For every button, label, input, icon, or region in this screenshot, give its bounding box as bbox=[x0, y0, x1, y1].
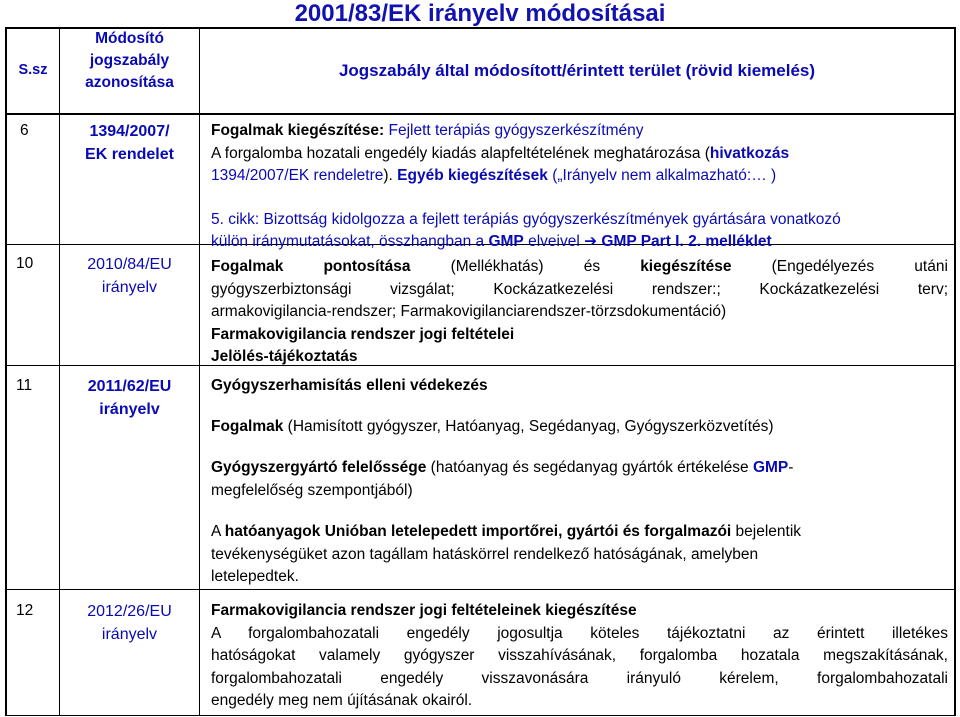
row-11-concepts-line bbox=[211, 416, 948, 439]
page-title: 2001/83/EK irányelv módosításai bbox=[294, 0, 666, 27]
row-10-line-1 bbox=[211, 256, 948, 279]
row-10-addition: kiegészítése bbox=[640, 258, 732, 275]
row-6-content bbox=[211, 120, 948, 254]
row-11-number: 11 bbox=[16, 377, 33, 394]
row-12-line-2: hatóságokat valamely gyógyszer visszahívásának, forgalomba hozatala megszakításának, bbox=[211, 647, 948, 664]
row-12-legal-id-line1: 2012/26/EU bbox=[87, 603, 172, 620]
row-6-legal-id-line2: EK rendelet bbox=[85, 146, 174, 163]
header-affected-area: Jogszabály által módosított/érintett terület (rövid kiemelés) bbox=[338, 61, 816, 80]
row-10-post: utáni bbox=[914, 258, 948, 275]
row-11-manufacturer-label: Gyógyszergyártó felelőssége bbox=[211, 459, 427, 476]
header-serial-number: S.sz bbox=[18, 62, 48, 78]
row-10-pharmacovigilance-heading: Farmakovigilancia rendszer jogi feltételei bbox=[211, 325, 515, 343]
row-11-gmp-dash: - bbox=[788, 459, 794, 476]
row-6-line-2-text: A forgalomba hozatali engedély kiadás alapfeltételének meghatározása ( bbox=[211, 144, 710, 162]
row-10-line-3: armakovigilancia-rendszer; Farmakovigilanciarendszer-törzsdokumentáció) bbox=[211, 303, 727, 320]
row-11-content bbox=[211, 375, 948, 589]
row-10-adverse-reaction: (Mellékhatás) bbox=[450, 258, 544, 275]
row-6-number: 6 bbox=[20, 122, 29, 139]
row-11-importers-line-2: tevékenységüket azon tagállam hatáskörrel rendelkező hatóságának, amelyben bbox=[211, 545, 759, 563]
row-11-importers-c: bejelentik bbox=[731, 523, 802, 540]
row-6-legal-id bbox=[60, 120, 199, 166]
row-12-line-4: engedély meg nem újításának okairól. bbox=[211, 692, 473, 709]
header-legal-id bbox=[60, 28, 199, 94]
row-6-article-5-text: külön iránymutatásokat, összhangban a bbox=[211, 233, 489, 250]
row-12-legal-id-line2: irányelv bbox=[101, 626, 158, 643]
column-divider-2 bbox=[199, 27, 200, 716]
row-6-reference-regulation: 1394/2007/EK rendeletre bbox=[211, 167, 384, 184]
header-legal-id-line3: azonosítása bbox=[85, 74, 174, 91]
row-10-line-2: gyógyszerbiztonsági vizsgálat; Kockázatkezelési rendszer:; Kockázatkezelési terv; bbox=[211, 280, 948, 298]
row-12-number: 12 bbox=[16, 602, 34, 619]
row-11-importers-line-1 bbox=[211, 521, 948, 544]
table-border-bottom bbox=[5, 715, 956, 716]
row-6-article-5-line-2 bbox=[211, 231, 948, 254]
header-legal-id-line1: Módosító bbox=[95, 30, 164, 47]
header-legal-id-line2: jogszabály bbox=[89, 52, 170, 69]
row-6-gmp-label: GMP bbox=[488, 233, 524, 250]
row-10-legal-id-line1: 2010/84/EU bbox=[87, 256, 172, 273]
row-6-not-applicable: („Irányelv nem alkalmazható:… ) bbox=[547, 167, 777, 184]
row-6-legal-id-line1: 1394/2007/ bbox=[89, 123, 170, 140]
row-11-heading: Gyógyszerhamisítás elleni védekezés bbox=[211, 377, 488, 394]
row-11-legal-id-line2: irányelv bbox=[99, 401, 160, 418]
row-11-gmp-label: GMP bbox=[752, 459, 789, 476]
row-11-concepts-list: (Hamisított gyógyszer, Hatóanyag, Segédanyag, Gyógyszerközvetítés) bbox=[283, 417, 774, 435]
row-11-importers-a: A bbox=[211, 523, 225, 540]
row-10-legal-id bbox=[60, 253, 199, 299]
row-11-manufacturer-line-2: megfelelőség szempontjából) bbox=[211, 481, 413, 499]
row-11-legal-id-line1: 2011/62/EU bbox=[87, 378, 172, 395]
row-12-line-3: forgalombahozatali engedély visszavonására irányuló kérelem, forgalombahozatali bbox=[211, 669, 948, 687]
row-6-other-additions: Egyéb kiegészítések bbox=[397, 167, 548, 184]
row-6-line-3 bbox=[211, 165, 948, 188]
row-6-line-1 bbox=[211, 120, 948, 143]
row-6-reference-label: hivatkozás bbox=[709, 144, 790, 162]
row-6-concepts-label: Fogalmak kiegészítése: bbox=[211, 122, 385, 139]
row-6-gmp-annex: GMP Part I. 2. melléklet bbox=[597, 233, 772, 250]
table-border-right bbox=[954, 27, 956, 716]
row-10-number: 10 bbox=[16, 255, 34, 272]
row-6-line-3-sep: ). bbox=[383, 167, 398, 184]
row-10-legal-id-line2: irányelv bbox=[101, 279, 158, 296]
header-divider bbox=[5, 113, 956, 115]
row-11-importers-line-3: letelepedtek. bbox=[211, 568, 299, 585]
row-10-content bbox=[211, 256, 948, 369]
row-12-content bbox=[211, 600, 948, 713]
row-11-importers-label: hatóanyagok Unióban letelepedett importőrei, gyártói és forgalmazói bbox=[224, 523, 732, 540]
row-6-concepts-value: Fejlett terápiás gyógyszerkészítmény bbox=[384, 122, 644, 139]
row-10-labelling-heading: Jelölés-tájékoztatás bbox=[211, 348, 358, 365]
row-10-clarification: pontosítása bbox=[323, 258, 411, 275]
row-10-and: és bbox=[583, 258, 601, 275]
row-divider-12 bbox=[5, 589, 956, 590]
row-12-legal-id bbox=[60, 600, 199, 646]
row-12-line-1: A forgalombahozatali engedély jogosultja köteles tájékoztatni az érintett illetékes bbox=[211, 624, 948, 642]
row-10-concepts-label: Fogalmak bbox=[211, 258, 284, 275]
row-11-manufacturer-text: (hatóanyag és segédanyag gyártók értékelése bbox=[426, 459, 753, 476]
row-10-authorisation: (Engedélyezés bbox=[771, 258, 875, 275]
row-6-principles-text: elveivel bbox=[523, 233, 585, 250]
row-12-heading: Farmakovigilancia rendszer jogi feltételeinek kiegészítése bbox=[211, 602, 637, 619]
row-6-line-2 bbox=[211, 143, 948, 166]
row-11-concepts-label: Fogalmak bbox=[211, 417, 284, 435]
row-11-legal-id bbox=[60, 375, 199, 421]
arrow-right-icon: ➔ bbox=[584, 233, 598, 250]
row-6-article-5-line-1: 5. cikk: Bizottság kidolgozza a fejlett terápiás gyógyszerkészítmények gyártására vonatkozó bbox=[211, 210, 841, 228]
table-border-left bbox=[5, 27, 7, 716]
row-11-manufacturer-line-1 bbox=[211, 457, 948, 480]
